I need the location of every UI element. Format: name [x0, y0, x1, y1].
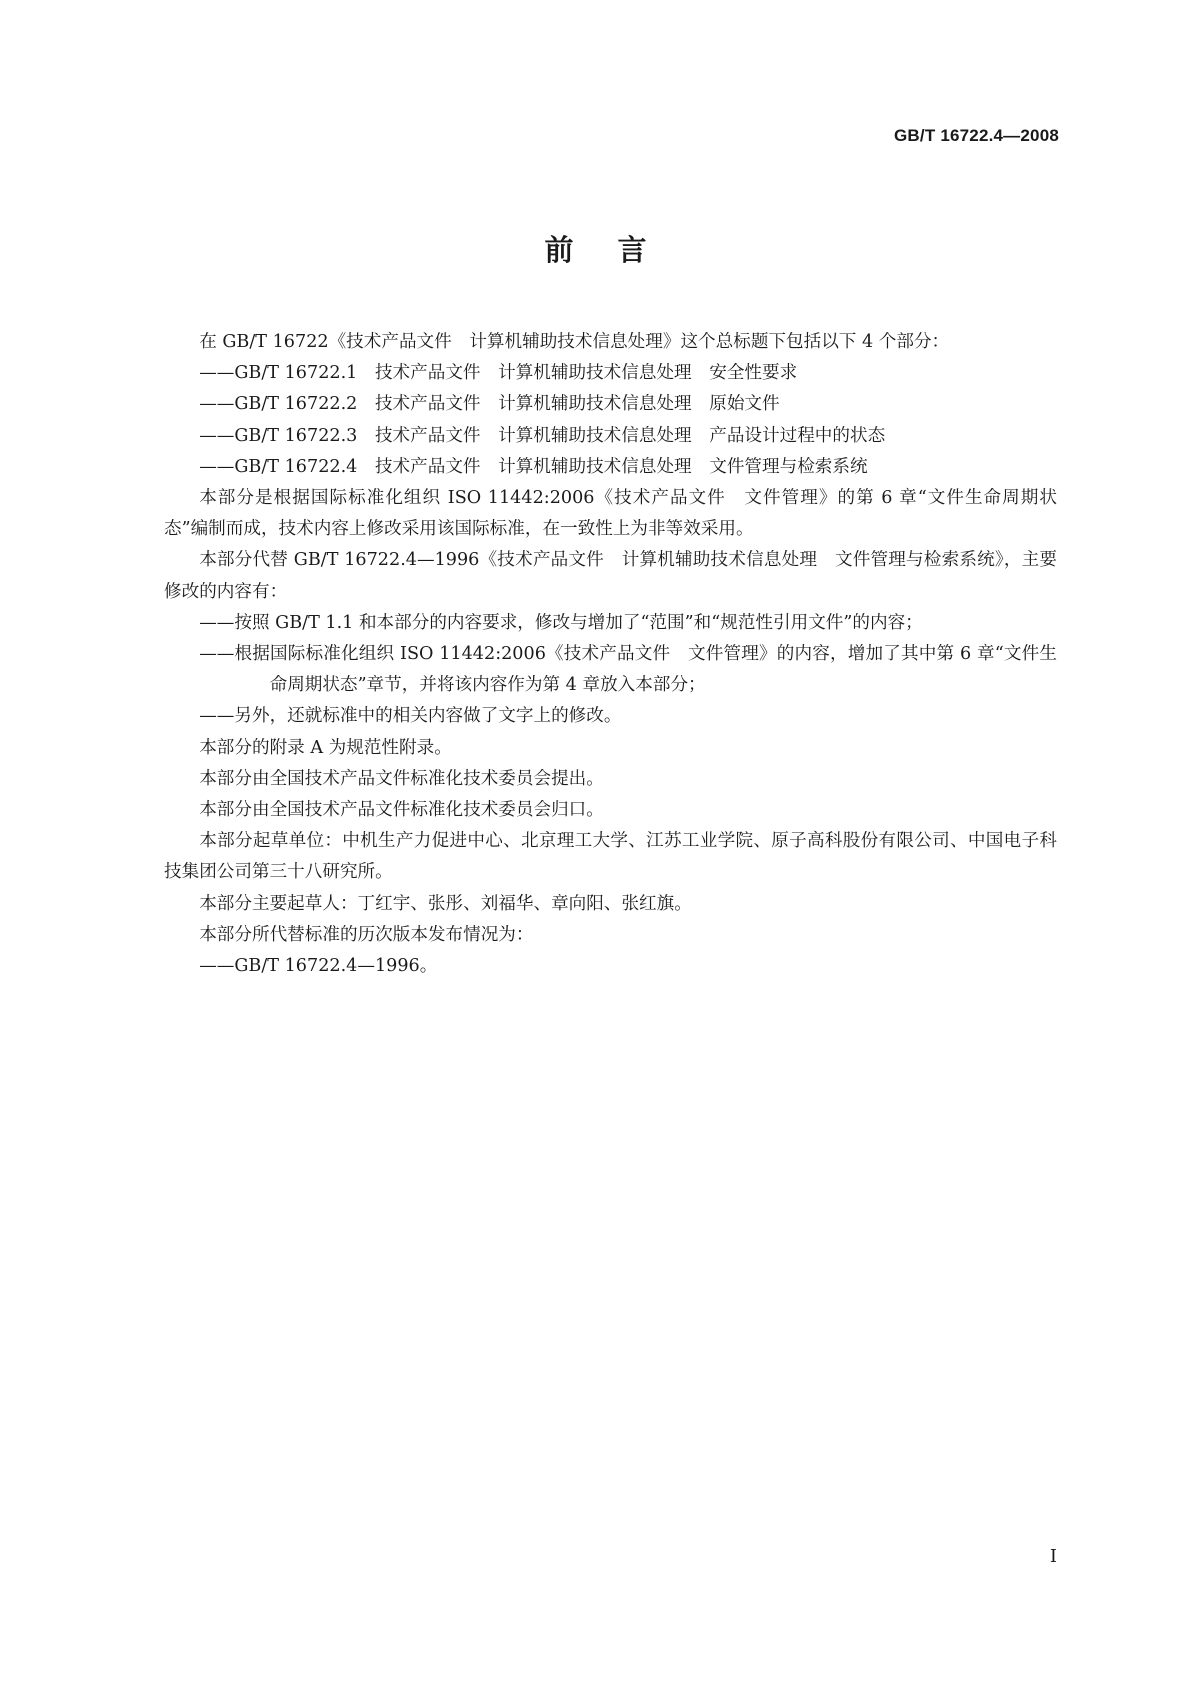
standard-code: GB/T 16722.4—2008 [894, 126, 1059, 145]
list-item-change-2: ——根据国际标准化组织 ISO 11442:2006《技术产品文件 文件管理》的内容，增加了其中第 6 章“文件生命周期状态”章节，并将该内容作为第 4 章放入本部分； [199, 644, 1057, 696]
list-item-part-2: ——GB/T 16722.2 技术产品文件 计算机辅助技术信息处理 原始文件 [199, 394, 780, 415]
paragraph-proposed-by: 本部分由全国技术产品文件标准化技术委员会提出。 [199, 768, 604, 789]
list-item-change-1: ——按照 GB/T 1.1 和本部分的内容要求，修改与增加了“范围”和“规范性引用文件”的内容； [199, 612, 923, 633]
paragraph-intro: 在 GB/T 16722《技术产品文件 计算机辅助技术信息处理》这个总标题下包括以下 4 个部分： [199, 332, 950, 352]
paragraph-annex: 本部分的附录 A 为规范性附录。 [199, 737, 452, 758]
paragraph-basis: 本部分是根据国际标准化组织 ISO 11442:2006《技术产品文件 文件管理》的第 6 章“文件生命周期状态”编制而成，技术内容上修改采用该国际标准，在一致性上为非等效采用。 [164, 488, 1057, 540]
paragraph-centralized-by: 本部分由全国技术产品文件标准化技术委员会归口。 [199, 800, 604, 821]
foreword-body [164, 327, 1057, 982]
list-item-part-1: ——GB/T 16722.1 技术产品文件 计算机辅助技术信息处理 安全性要求 [199, 363, 798, 384]
page-title: 前言 [544, 233, 691, 267]
list-item-part-3: ——GB/T 16722.3 技术产品文件 计算机辅助技术信息处理 产品设计过程中的状态 [199, 425, 886, 446]
page-number: I [1049, 1546, 1057, 1567]
paragraph-drafting-units: 本部分起草单位：中机生产力促进中心、北京理工大学、江苏工业学院、原子高科股份有限公司、中国电子科技集团公司第三十八研究所。 [164, 831, 1057, 883]
list-item-history-1: ——GB/T 16722.4—1996。 [199, 956, 438, 977]
list-item-change-3: ——另外，还就标准中的相关内容做了文字上的修改。 [199, 706, 622, 727]
paragraph-replaces: 本部分代替 GB/T 16722.4—1996《技术产品文件 计算机辅助技术信息处理 文件管理与检索系统》，主要修改的内容有： [164, 550, 1057, 602]
paragraph-drafters: 本部分主要起草人：丁红宇、张彤、刘福华、章向阳、张红旗。 [199, 893, 692, 914]
list-item-part-4: ——GB/T 16722.4 技术产品文件 计算机辅助技术信息处理 文件管理与检索系统 [199, 456, 868, 477]
paragraph-history: 本部分所代替标准的历次版本发布情况为： [199, 924, 534, 945]
